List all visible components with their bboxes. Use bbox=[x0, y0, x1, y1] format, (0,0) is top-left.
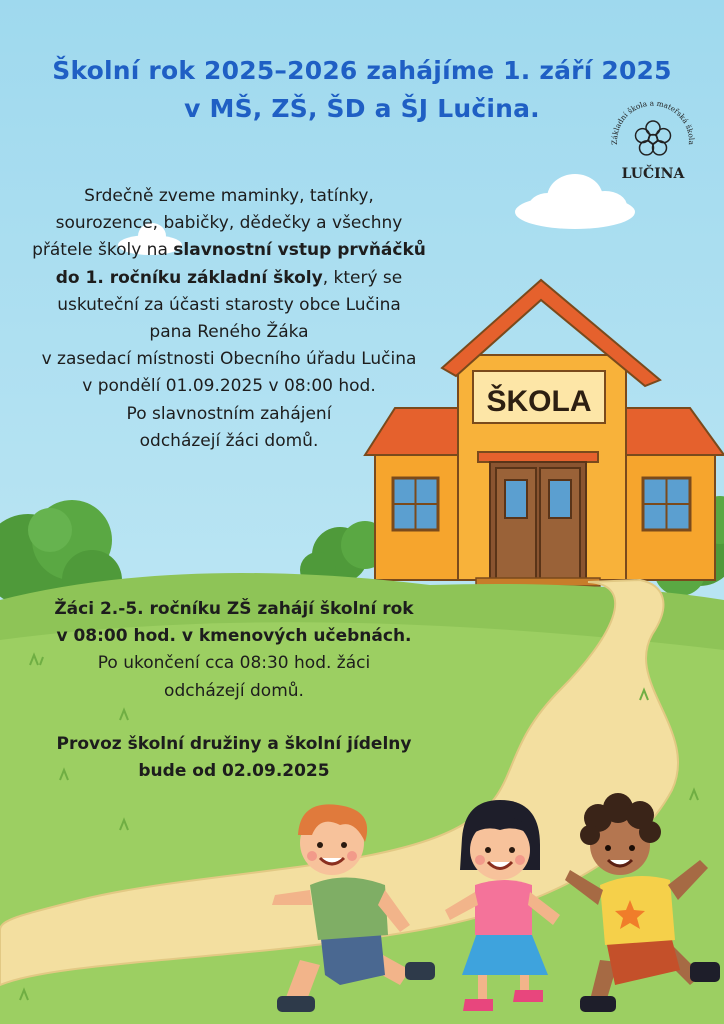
services-line bbox=[24, 731, 444, 758]
intro-text: , který se bbox=[322, 267, 403, 288]
intro-highlight: slavnostní vstup prvňáčků bbox=[173, 240, 426, 261]
grades-line: Po ukončení cca 08:30 hod. žáci bbox=[97, 653, 371, 674]
title-line-2: v MŠ, ZŠ, ŠD a ŠJ Lučina. bbox=[184, 94, 540, 123]
logo-name: LUČINA bbox=[621, 166, 685, 182]
grades-line bbox=[24, 596, 444, 623]
intro-line: uskuteční za účasti starosty obce Lučina bbox=[57, 294, 401, 315]
intro-line: sourozence, babičky, dědečky a všechny bbox=[55, 213, 403, 234]
intro-line: odcházejí žáci domů. bbox=[139, 430, 319, 451]
services-highlight: Provoz školní družiny a školní jídelny bbox=[56, 734, 412, 754]
invitation-text bbox=[8, 183, 450, 455]
intro-line bbox=[8, 265, 450, 292]
grades-line bbox=[24, 623, 444, 650]
flower-icon bbox=[636, 121, 671, 155]
intro-line: v pondělí 01.09.2025 v 08:00 hod. bbox=[82, 376, 376, 397]
services-info bbox=[24, 731, 444, 785]
title-line-1: Školní rok 2025–2026 zahájíme 1. září 2025 bbox=[52, 56, 672, 85]
intro-line: Po slavnostním zahájení bbox=[126, 403, 332, 424]
grades-highlight: Žáci 2.-5. ročníku ZŠ zahájí školní rok bbox=[54, 599, 414, 619]
school-logo bbox=[606, 96, 700, 190]
intro-line: v zasedací místnosti Obecního úřadu Lučina bbox=[41, 349, 417, 370]
logo-arc-text: Základní škola a mateřská škola bbox=[609, 98, 697, 146]
services-highlight: bude od 02.09.2025 bbox=[138, 761, 330, 782]
school-sign: ŠKOLA bbox=[486, 385, 592, 418]
grades-info bbox=[24, 596, 444, 705]
intro-line: pana Reného Žáka bbox=[149, 322, 309, 343]
services-line bbox=[24, 758, 444, 785]
intro-line bbox=[8, 237, 450, 264]
grades-highlight: v 08:00 hod. v kmenových učebnách. bbox=[56, 626, 412, 647]
grades-line: odcházejí domů. bbox=[164, 680, 304, 701]
intro-text: přátele školy na bbox=[32, 240, 174, 261]
intro-line: Srdečně zveme maminky, tatínky, bbox=[84, 186, 374, 206]
intro-highlight: do 1. ročníku základní školy bbox=[55, 267, 323, 288]
